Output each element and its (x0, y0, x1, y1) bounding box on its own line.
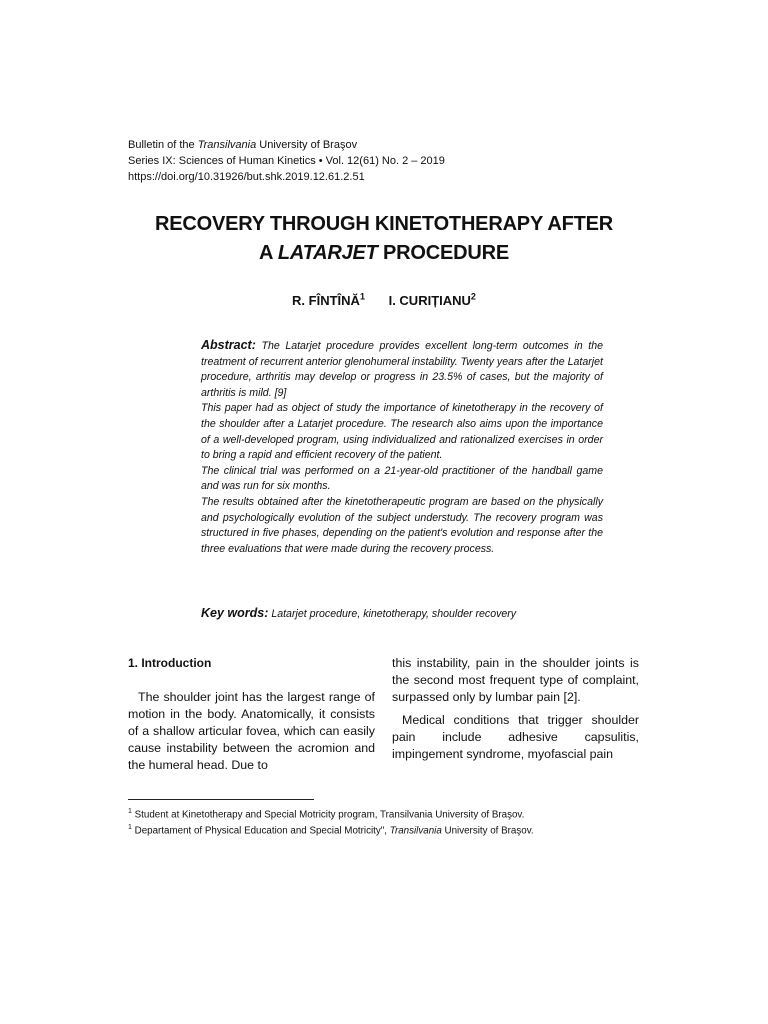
author-1: R. FÎNTÎNĂ$^1$ (292, 292, 365, 309)
section-heading: 1. Introduction (128, 656, 212, 670)
abstract-para-4: The results obtained after the kinetotherapeutic program are based on the physically and psychologically evolution of the subject understudy. The recovery program was structured in five phases, depending on the patient's evolution and response after the three evaluations that were made during the recovery process. (201, 495, 603, 555)
abstract (201, 338, 603, 557)
author-list (128, 292, 640, 308)
title-line-1: RECOVERY THROUGH KINETOTHERAPY AFTER (154, 213, 614, 235)
body-paragraph: Medical conditions that trigger shoulder pain include adhesive capsulitis, impingement syndrome, myofascial pain (392, 713, 639, 761)
body-column-left (128, 655, 375, 774)
title-line-2: A LATARJET PROCEDURE (258, 242, 510, 264)
footnote-1: $^1$ Student at Kinetotherapy and Special Motricity program, Transilvania University of Braşov. (128, 808, 525, 821)
abstract-label: Abstract: (201, 338, 256, 352)
footnote-2: $^1$ Departament of Physical Education and Special Motricity", Transilvania University of Braşov. (128, 824, 534, 837)
body-paragraph: The shoulder joint has the largest range of motion in the body. Anatomically, it consists of a shallow articular fovea, which can easily cause instability between the acromion and the humeral head. Due to (128, 690, 375, 772)
body-paragraph: this instability, pain in the shoulder joints is the second most frequent type of complaint, surpassed only by lumbar pain [2]. (392, 656, 639, 704)
abstract-para-1: Abstract: The Latarjet procedure provides excellent long-term outcomes in the treatment of recurrent anterior glenohumeral instability. Twenty years after the Latarjet procedure, arthritis may develop or progress in 23.5% of cases, but the majority of arthritis is mild. [9] (201, 338, 603, 399)
journal-line-2: Series IX: Sciences of Human Kinetics • Vol. 12(61) No. 2 – 2019 (128, 155, 445, 167)
abstract-para-3: The clinical trial was performed on a 21-year-old practitioner of the handball game and was run for six months. (201, 464, 603, 493)
author-2: I. CURIȚIANU$^2$ (388, 292, 476, 309)
keywords (201, 606, 603, 620)
footnotes (128, 805, 534, 838)
footnote-divider (128, 799, 314, 800)
journal-line-1: Bulletin of the Transilvania University of Braşov (128, 139, 358, 151)
journal-header (128, 137, 445, 185)
keywords-text: Latarjet procedure, kinetotherapy, shoulder recovery (268, 608, 517, 620)
keywords-label: Key words: (201, 606, 269, 620)
abstract-para-2: This paper had as object of study the importance of kinetotherapy in the recovery of the shoulder after a Latarjet procedure. The research also aims upon the importance of a well-developed program, using individualized and rationalized exercises in order to bring a rapid and efficient recovery of the patient. (201, 402, 603, 462)
body-column-right (392, 655, 639, 763)
doi-link[interactable]: https://doi.org/10.31926/but.shk.2019.12.61.2.51 (128, 171, 365, 183)
paper-title (128, 210, 640, 268)
